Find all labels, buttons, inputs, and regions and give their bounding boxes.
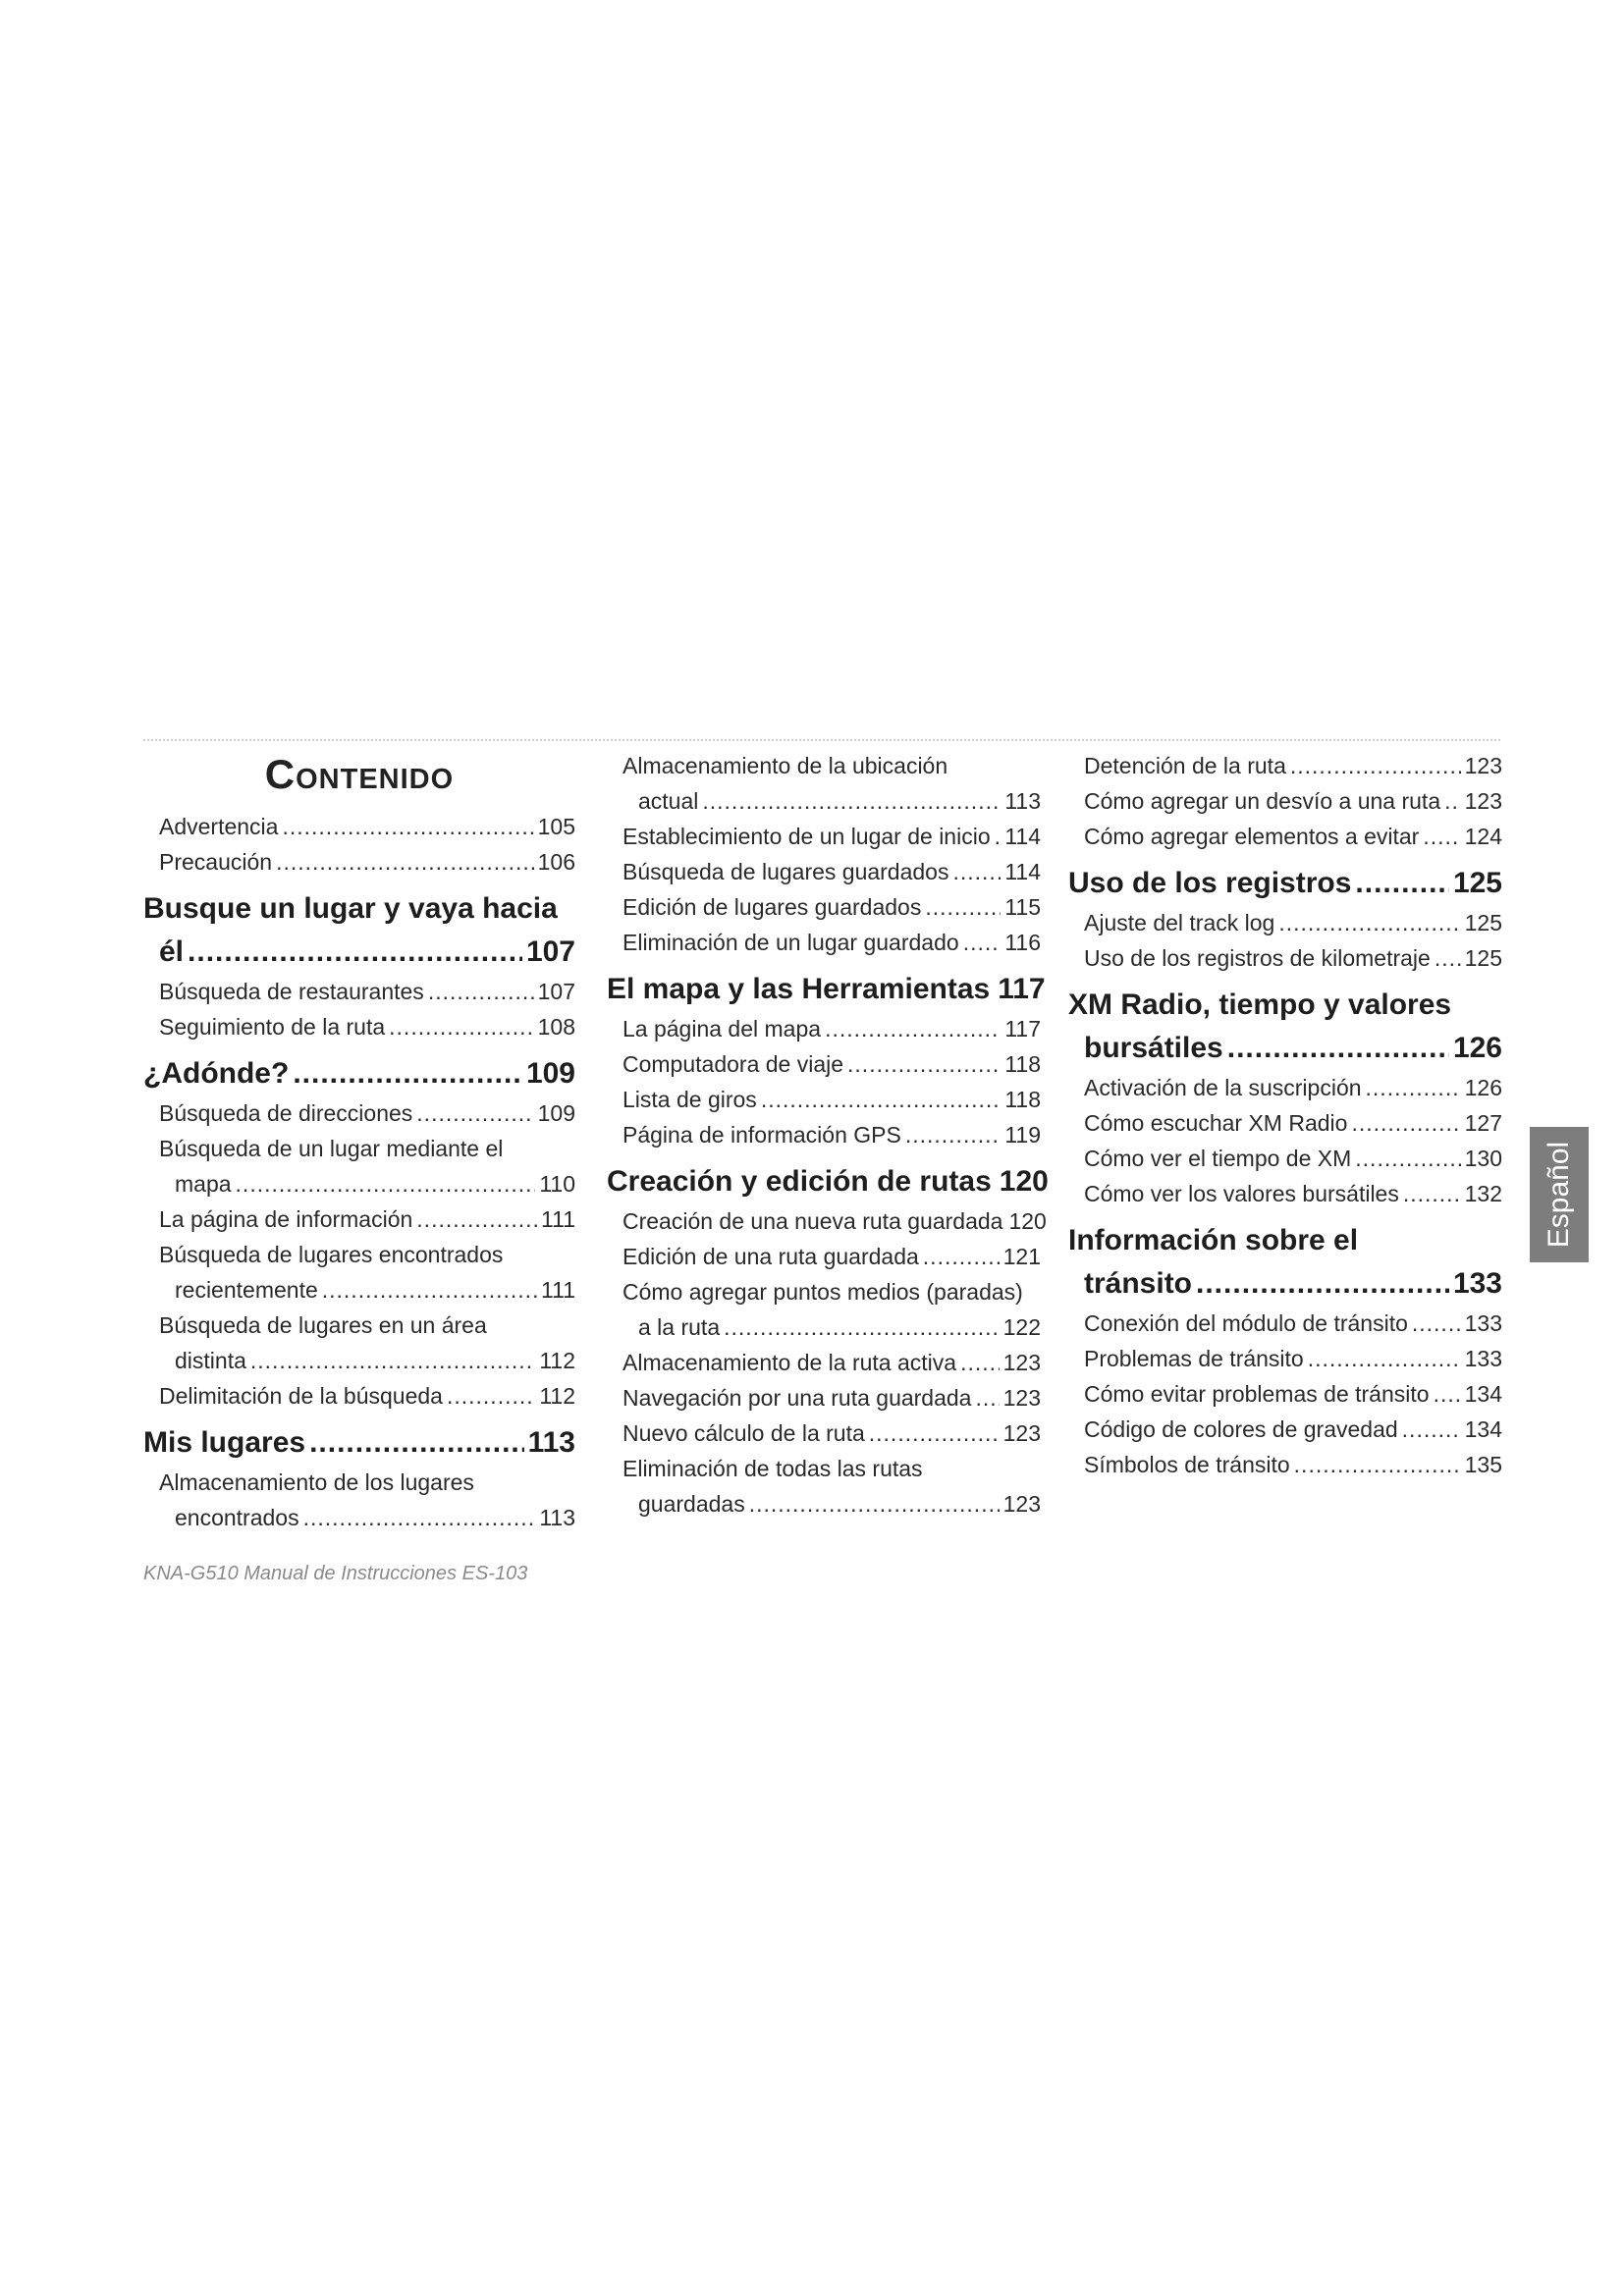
toc-column-3 xyxy=(1068,748,1502,1482)
toc-column-2 xyxy=(607,748,1049,1522)
toc-entry[interactable]: Edición de una ruta guardada ..... 121 xyxy=(607,1239,1041,1274)
toc-entry[interactable]: Símbolos de tránsito ..... 135 xyxy=(1068,1447,1502,1482)
toc-entry[interactable]: Eliminación de un lugar guardado ..... 116 xyxy=(607,925,1041,960)
toc-section-heading[interactable]: Uso de los registros ..... 125 xyxy=(1068,862,1502,905)
toc-entry[interactable]: Almacenamiento de la ruta activa ..... 123 xyxy=(607,1345,1041,1380)
toc-entry[interactable]: Búsqueda de un lugar mediante el xyxy=(159,1136,504,1161)
toc-entry[interactable]: Activación de la suscripción ..... 126 xyxy=(1068,1070,1502,1105)
toc-section-heading[interactable]: ¿Adónde? ..... 109 xyxy=(143,1052,575,1095)
toc-entry[interactable]: Lista de giros ..... 118 xyxy=(607,1082,1041,1117)
toc-section-heading[interactable]: tránsito ..... 133 xyxy=(1068,1262,1502,1306)
toc-entry[interactable]: Cómo ver el tiempo de XM ..... 130 xyxy=(1068,1141,1502,1176)
toc-entry[interactable]: recientemente ..... 111 xyxy=(143,1272,575,1308)
toc-entry[interactable]: encontrados ..... 113 xyxy=(143,1500,575,1535)
toc-entry[interactable]: Creación de una nueva ruta guardada 120 xyxy=(623,1208,1047,1234)
toc-entry[interactable]: Problemas de tránsito ..... 133 xyxy=(1068,1341,1502,1376)
toc-entry[interactable]: Cómo agregar puntos medios (paradas) xyxy=(623,1279,1023,1305)
toc-entry[interactable]: Búsqueda de direcciones ..... 109 xyxy=(143,1095,575,1131)
toc-entry[interactable]: Eliminación de todas las rutas xyxy=(623,1456,923,1481)
toc-entry[interactable]: Seguimiento de la ruta ..... 108 xyxy=(143,1009,575,1044)
toc-column-1 xyxy=(143,748,575,1535)
toc-entry[interactable]: guardadas ..... 123 xyxy=(607,1486,1041,1522)
toc-entry[interactable]: Establecimiento de un lugar de inicio ..... 114 xyxy=(607,819,1041,854)
toc-entry[interactable]: Página de información GPS ..... 119 xyxy=(607,1117,1041,1152)
toc-entry[interactable]: Navegación por una ruta guardada ..... 123 xyxy=(607,1380,1041,1415)
top-divider xyxy=(143,739,1500,741)
page-footer: KNA-G510 Manual de Instrucciones ES-103 xyxy=(143,1563,528,1584)
toc-entry[interactable]: Delimitación de la búsqueda ..... 112 xyxy=(143,1378,575,1414)
toc-entry[interactable]: Búsqueda de lugares encontrados xyxy=(159,1242,504,1267)
toc-entry[interactable]: Uso de los registros de kilometraje ..... 125 xyxy=(1068,940,1502,976)
toc-entry[interactable]: actual ..... 113 xyxy=(607,783,1041,819)
toc-section-heading[interactable]: Creación y edición de rutas 120 xyxy=(607,1165,1049,1198)
language-tab-label: Español xyxy=(1543,1141,1576,1249)
toc-section-heading[interactable]: él ..... 107 xyxy=(143,931,575,974)
toc-section-heading[interactable]: bursátiles ..... 126 xyxy=(1068,1027,1502,1070)
toc-entry[interactable]: Cómo agregar elementos a evitar ..... 124 xyxy=(1068,819,1502,854)
toc-entry[interactable]: Advertencia ..... 105 xyxy=(143,809,575,844)
toc-entry[interactable]: Nuevo cálculo de la ruta ..... 123 xyxy=(607,1415,1041,1451)
toc-entry[interactable]: mapa ..... 110 xyxy=(143,1166,575,1201)
toc-entry[interactable]: Almacenamiento de la ubicación xyxy=(623,753,948,778)
toc-entry[interactable]: Búsqueda de lugares en un área xyxy=(159,1312,487,1338)
toc-entry[interactable]: Conexión del módulo de tránsito ..... 133 xyxy=(1068,1306,1502,1341)
page-title: Contenido xyxy=(264,751,455,797)
toc-entry[interactable]: La página del mapa ..... 117 xyxy=(607,1011,1041,1046)
toc-entry[interactable]: Búsqueda de restaurantes ..... 107 xyxy=(143,974,575,1009)
toc-entry[interactable]: Almacenamiento de los lugares xyxy=(159,1469,474,1495)
toc-entry[interactable]: Código de colores de gravedad ..... 134 xyxy=(1068,1412,1502,1447)
toc-entry[interactable]: Precaución ..... 106 xyxy=(143,844,575,880)
toc-entry[interactable]: distinta ..... 112 xyxy=(143,1343,575,1378)
toc-section-heading[interactable]: XM Radio, tiempo y valores xyxy=(1068,988,1452,1021)
toc-entry[interactable]: Cómo evitar problemas de tránsito ..... 134 xyxy=(1068,1376,1502,1412)
toc-section-heading[interactable]: Información sobre el xyxy=(1068,1224,1359,1256)
toc-entry[interactable]: Cómo ver los valores bursátiles ..... 132 xyxy=(1068,1176,1502,1211)
toc-entry[interactable]: Detención de la ruta ..... 123 xyxy=(1068,748,1502,783)
toc-entry[interactable]: Computadora de viaje ..... 118 xyxy=(607,1046,1041,1082)
toc-section-heading[interactable]: Busque un lugar y vaya hacia xyxy=(143,892,558,925)
toc-entry[interactable]: Ajuste del track log ..... 125 xyxy=(1068,905,1502,940)
toc-entry[interactable]: a la ruta ..... 122 xyxy=(607,1309,1041,1345)
language-tab xyxy=(1530,1127,1589,1262)
toc-entry[interactable]: Búsqueda de lugares guardados ..... 114 xyxy=(607,854,1041,889)
toc-section-heading[interactable]: El mapa y las Herramientas 117 xyxy=(607,973,1046,1005)
toc-entry[interactable]: Edición de lugares guardados ..... 115 xyxy=(607,889,1041,925)
toc-entry[interactable]: Cómo agregar un desvío a una ruta ..... 123 xyxy=(1068,783,1502,819)
toc-section-heading[interactable]: Mis lugares ..... 113 xyxy=(143,1421,575,1465)
toc-entry[interactable]: La página de información ..... 111 xyxy=(143,1201,575,1237)
toc-entry[interactable]: Cómo escuchar XM Radio ..... 127 xyxy=(1068,1105,1502,1141)
